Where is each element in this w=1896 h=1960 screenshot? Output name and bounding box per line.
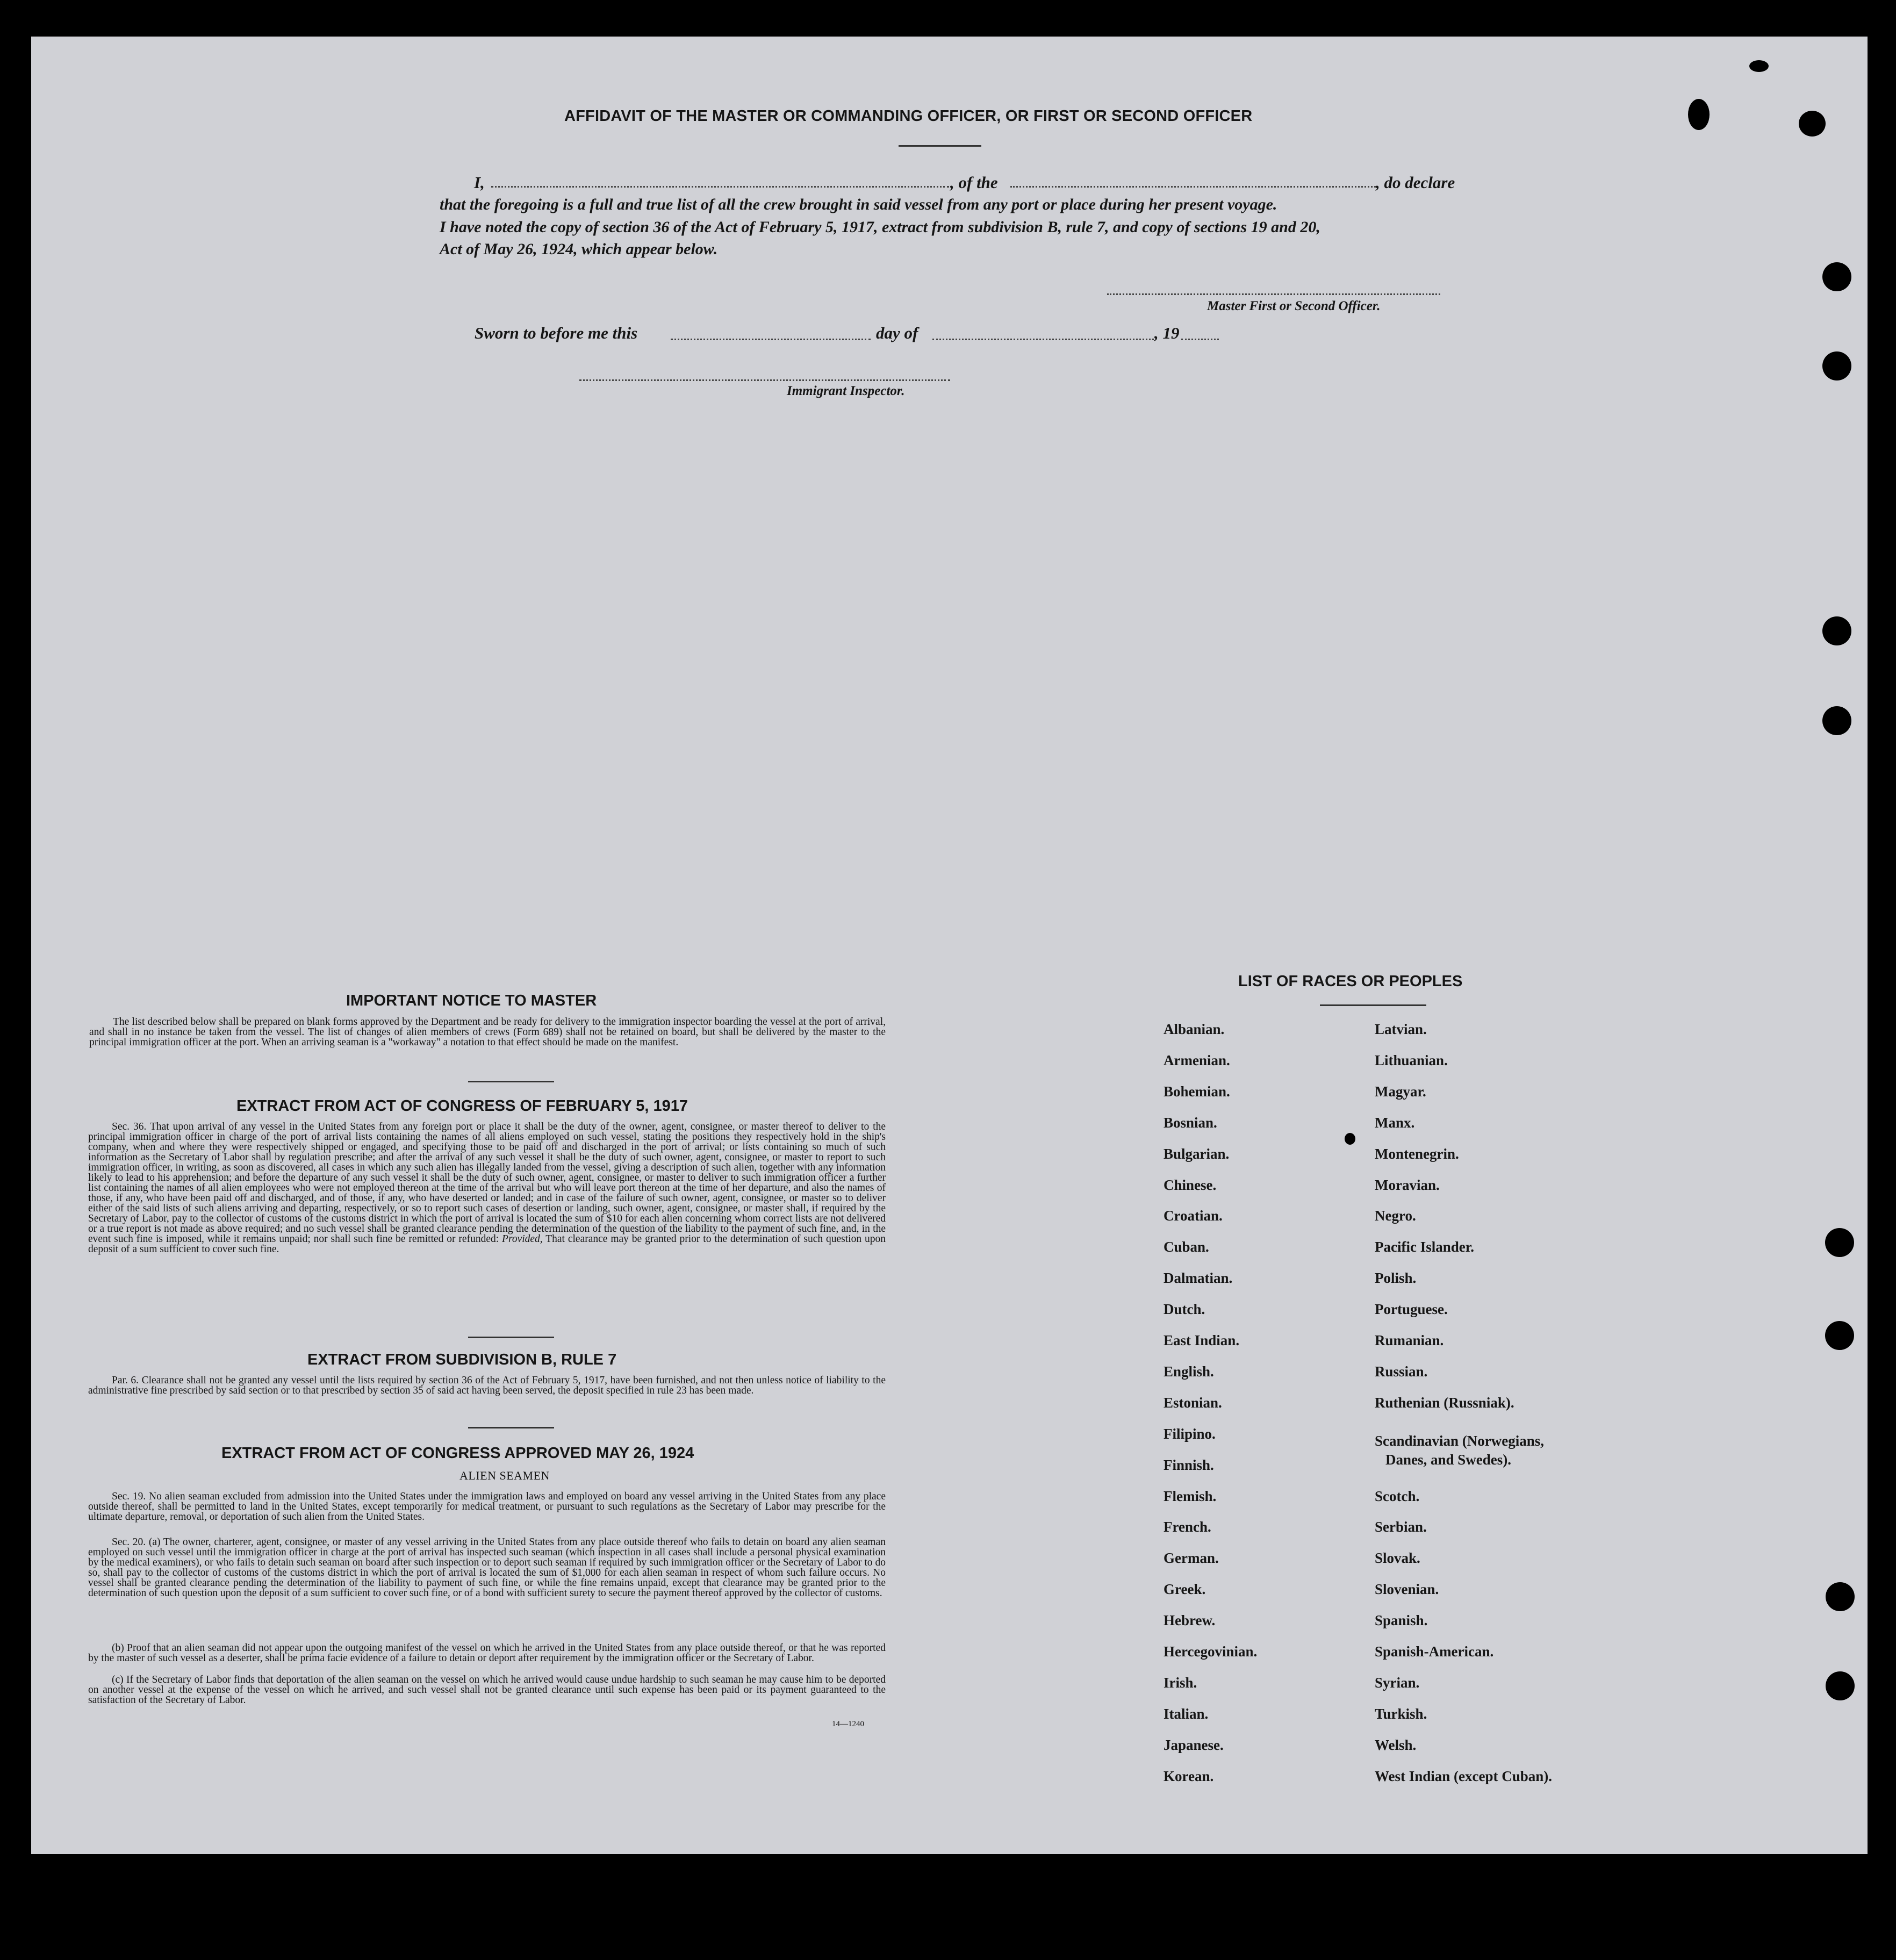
race-item: Cuban. — [1164, 1239, 1209, 1255]
race-item: Filipino. — [1164, 1425, 1216, 1442]
extract-1924-title: EXTRACT FROM ACT OF CONGRESS APPROVED MAY 26, 1924 — [221, 1445, 694, 1462]
ink-smudge — [1345, 1133, 1355, 1145]
race-item: Syrian. — [1375, 1674, 1420, 1691]
race-item-continuation: Danes, and Swedes). — [1385, 1451, 1512, 1468]
race-item: Pacific Islander. — [1375, 1239, 1474, 1255]
affidavit-line-4: Act of May 26, 1924, which appear below. — [440, 240, 718, 258]
race-item: Russian. — [1375, 1363, 1428, 1380]
race-item: Bohemian. — [1164, 1083, 1230, 1100]
sworn-year-field[interactable] — [1181, 339, 1219, 340]
race-item: Magyar. — [1375, 1083, 1426, 1100]
punch-hole — [1825, 1228, 1854, 1257]
race-item: Estonian. — [1164, 1394, 1222, 1411]
race-item: Scotch. — [1375, 1488, 1420, 1504]
race-item: Chinese. — [1164, 1176, 1217, 1193]
punch-hole — [1822, 706, 1851, 735]
section-20a-text: Sec. 20. (a) The owner, charterer, agent, consignee, or master of any vessel arriving in the United States from any place outside thereof who fails to detain on board any alien seaman employed on such vessel until the immigration officer in charge at the port of arrival has inspected such seaman (which inspection in all cases shall include a personal physical examination by the medical examiners), or who fails to detain such seaman on board after such inspection or to deport such seaman if required by such immigration officer or the Secretary of Labor to do so, shall pay to the collector of customs of the customs district in which the port of arrival is located the sum of $1,000 for each alien seaman in respect of whom such failure occurs. No vessel shall be granted clearance pending the determination of the liability to payment of such fine, or while the fine remains unpaid, except that clearance may be granted prior to the determination of such question upon the deposit of a sum sufficient to cover such fine, or of a bond with sufficient surety to secure the payment thereof approved by the collector of customs. — [88, 1537, 886, 1599]
section-36-text: That upon arrival of any vessel in the United States from any foreign port or place it shall be the duty of the owner, agent, consignee, or master thereof to deliver to the principal immigration officer in charge of the port of arrival lists containing the names of all aliens employed on such vessel, stating the positions they respectively hold in the ship's company, when and where they were respectively shipped or engaged, and specifying those to be paid off and discharged in the port of arrival; or lists containing so much of such information as the Secretary of Labor shall by regulation prescribe; and after the arrival of any such vessel it shall be the duty of such owner, agent, consignee, or master to report to such immigration officer, in writing, as soon as discovered, all cases in which any such alien has illegally landed from the vessel, giving a description of such alien, together with any information likely to lead to his apprehension; and before the departure of any such vessel it shall be the duty of such owner, agent, consignee, or master to deliver to such immigration officer a further list containing the names of all alien employees who were not employed thereon at the time of the arrival but who will leave port thereon at the time of her departure, and also the names of those, if any, who have been paid off and discharged, and of those, if any, who have deserted or landed; and in case of the failure of such owner, agent, consignee, or master so to deliver either of the said lists of such aliens arriving and departing, respectively, or so to report such cases of desertion or landing, such owner, agent, consignee, or master shall, if required by the Secretary of Labor, pay to the collector of customs of the customs district in which the port of arrival is located the sum of $10 for each alien concerning whom correct lists are not delivered or a true report is not made as above required; and no such vessel shall be granted clearance pending the determination of the question of the liability to the payment of such fine, and, in the event such fine is imposed, while it remains unpaid; nor shall such fine be remitted or refunded: — [88, 1121, 886, 1245]
year-prefix: , 19 — [1154, 324, 1180, 342]
vessel-name-field[interactable] — [1010, 186, 1376, 188]
race-item: Greek. — [1164, 1581, 1206, 1598]
sworn-day-field[interactable] — [671, 339, 871, 340]
inspector-signature-line[interactable] — [579, 379, 950, 381]
race-item: Manx. — [1375, 1114, 1415, 1131]
punch-hole — [1826, 1671, 1855, 1700]
ink-smudge — [1749, 60, 1769, 72]
affidavit-line-3: I have noted the copy of section 36 of the Act of February 5, 1917, extract from subdivision B, rule 7, and copy of sections 19 and 20, — [440, 218, 1320, 236]
ink-smudge — [1688, 99, 1710, 130]
race-item: Serbian. — [1375, 1519, 1427, 1535]
punch-hole — [1826, 1582, 1855, 1611]
race-item: Dalmatian. — [1164, 1270, 1233, 1287]
race-item: Montenegrin. — [1375, 1145, 1459, 1162]
race-item: Negro. — [1375, 1208, 1416, 1224]
affidavit-title: AFFIDAVIT OF THE MASTER OR COMMANDING OFFICER, OR FIRST OR SECOND OFFICER — [564, 107, 1253, 125]
section-19-text: Sec. 19. No alien seaman excluded from admission into the United States under the immigration laws and employed on board any vessel arriving in the United States from any place outside thereof, shall be permitted to land in the United States, except temporarily for medical treatment, or pursuant to such regulations as the Secretary of Labor may prescribe for the ultimate departure, removal, or deportation of such alien from the United States. — [88, 1491, 886, 1523]
divider — [468, 1081, 554, 1082]
sworn-month-field[interactable] — [932, 339, 1154, 340]
inspector-signature-caption: Immigrant Inspector. — [787, 384, 905, 398]
section-36-proviso: That clearance may be granted prior to the determination of such question upon deposit of a sum sufficient to cover such fine. — [88, 1233, 886, 1255]
rule-7-body: Par. 6. Clearance shall not be granted any vessel until the lists required by section 36 of the Act of February 5, 1917, have been furnished, and not then unless notice of liability to the administrative fine prescribed by said section or to that prescribed by section 35 of said act having been served, the deposit specified in rule 23 has been made. — [88, 1375, 886, 1396]
race-item: East Indian. — [1164, 1332, 1240, 1348]
race-item: Hebrew. — [1164, 1612, 1216, 1629]
race-item: Polish. — [1375, 1270, 1417, 1287]
form-number: 14—1240 — [832, 1720, 864, 1728]
extract-1917-title: EXTRACT FROM ACT OF CONGRESS OF FEBRUARY 5, 1917 — [236, 1097, 688, 1115]
extract-1917-body — [88, 1122, 886, 1254]
race-item: Korean. — [1164, 1768, 1214, 1784]
section-number: Sec. 36. — [112, 1121, 147, 1132]
race-item: Hercegovinian. — [1164, 1643, 1258, 1660]
race-item: Spanish. — [1375, 1612, 1428, 1629]
race-item: Spanish-American. — [1375, 1643, 1494, 1660]
race-item: Dutch. — [1164, 1301, 1205, 1318]
race-item: West Indian (except Cuban). — [1375, 1768, 1553, 1784]
master-name-field[interactable] — [491, 186, 949, 188]
affidavit-i: I, — [474, 173, 485, 192]
divider — [1320, 1004, 1426, 1006]
punch-hole — [1825, 1321, 1854, 1350]
race-item: Slovenian. — [1375, 1581, 1439, 1598]
notice-body: The list described below shall be prepared on blank forms approved by the Department and be ready for delivery to the immigration inspector boarding the vessel at the port of arrival, and shall in no instance be taken from the vessel. The list of changes of alien members of crews (Form 689) shall not be retained on board, but shall be delivered by the master to the principal immigration officer at the port. When an arriving seaman is a "workaway" a notation to that effect should be made on the manifest. — [89, 1016, 886, 1048]
race-item: Irish. — [1164, 1674, 1197, 1691]
divider — [468, 1427, 554, 1428]
race-item: Armenian. — [1164, 1052, 1230, 1068]
rule-7-title: EXTRACT FROM SUBDIVISION B, RULE 7 — [307, 1351, 617, 1368]
notice-title: IMPORTANT NOTICE TO MASTER — [346, 992, 597, 1009]
affidavit-do-declare: , do declare — [1376, 173, 1455, 192]
section-20b-text: (b) Proof that an alien seaman did not appear upon the outgoing manifest of the vessel on which he arrived in the United States from any place outside thereof, or that he was reported by the master of such vessel as a deserter, shall be prima facie evidence of a failure to detain or deport after requirement by the immigration officer or the Secretary of Labor. — [88, 1642, 886, 1664]
race-item: Japanese. — [1164, 1736, 1224, 1753]
alien-seamen-subtitle: ALIEN SEAMEN — [459, 1469, 550, 1482]
race-item: Flemish. — [1164, 1488, 1217, 1504]
master-signature-caption: Master First or Second Officer. — [1207, 299, 1381, 313]
divider — [899, 145, 981, 147]
provided-keyword: Provided, — [502, 1233, 543, 1245]
race-item: Moravian. — [1375, 1176, 1440, 1193]
race-item: French. — [1164, 1519, 1211, 1535]
ink-smudge — [1799, 111, 1826, 137]
race-item: Italian. — [1164, 1705, 1209, 1722]
race-item: Lithuanian. — [1375, 1052, 1448, 1068]
races-title: LIST OF RACES OR PEOPLES — [1238, 973, 1463, 990]
affidavit-line-2: that the foregoing is a full and true list of all the crew brought in said vessel from any port or place during her present voyage. — [440, 196, 1277, 213]
race-item: Latvian. — [1375, 1021, 1427, 1037]
race-item: Rumanian. — [1375, 1332, 1444, 1348]
affidavit-of-the: , of the — [950, 173, 998, 192]
punch-hole — [1822, 351, 1851, 380]
punch-hole — [1822, 262, 1851, 291]
race-item: English. — [1164, 1363, 1214, 1380]
race-item: Scandinavian (Norwegians, — [1375, 1432, 1545, 1449]
day-of-text: day of — [876, 324, 918, 342]
race-item: Finnish. — [1164, 1456, 1214, 1473]
race-item: Bosnian. — [1164, 1114, 1217, 1131]
race-item: Bulgarian. — [1164, 1145, 1230, 1162]
race-item: Ruthenian (Russniak). — [1375, 1394, 1514, 1411]
race-item: Portuguese. — [1375, 1301, 1448, 1318]
master-signature-line[interactable] — [1107, 293, 1440, 295]
section-20c-text: (c) If the Secretary of Labor finds that deportation of the alien seaman on the vessel on which he arrived would cause undue hardship to such seaman he may cause him to be deported on another vessel at the expense of the vessel on which he arrived, and such vessel shall not be granted clearance until such expense has been paid or its payment guaranteed to the satisfaction of the Secretary of Labor. — [88, 1674, 886, 1706]
race-item: Albanian. — [1164, 1021, 1225, 1037]
sworn-text: Sworn to before me this — [475, 324, 638, 342]
race-item: Croatian. — [1164, 1208, 1223, 1224]
race-item: Slovak. — [1375, 1550, 1420, 1567]
punch-hole — [1822, 616, 1851, 645]
race-item: Welsh. — [1375, 1736, 1417, 1753]
race-item: Turkish. — [1375, 1705, 1427, 1722]
race-item: German. — [1164, 1550, 1219, 1567]
divider — [468, 1337, 554, 1338]
